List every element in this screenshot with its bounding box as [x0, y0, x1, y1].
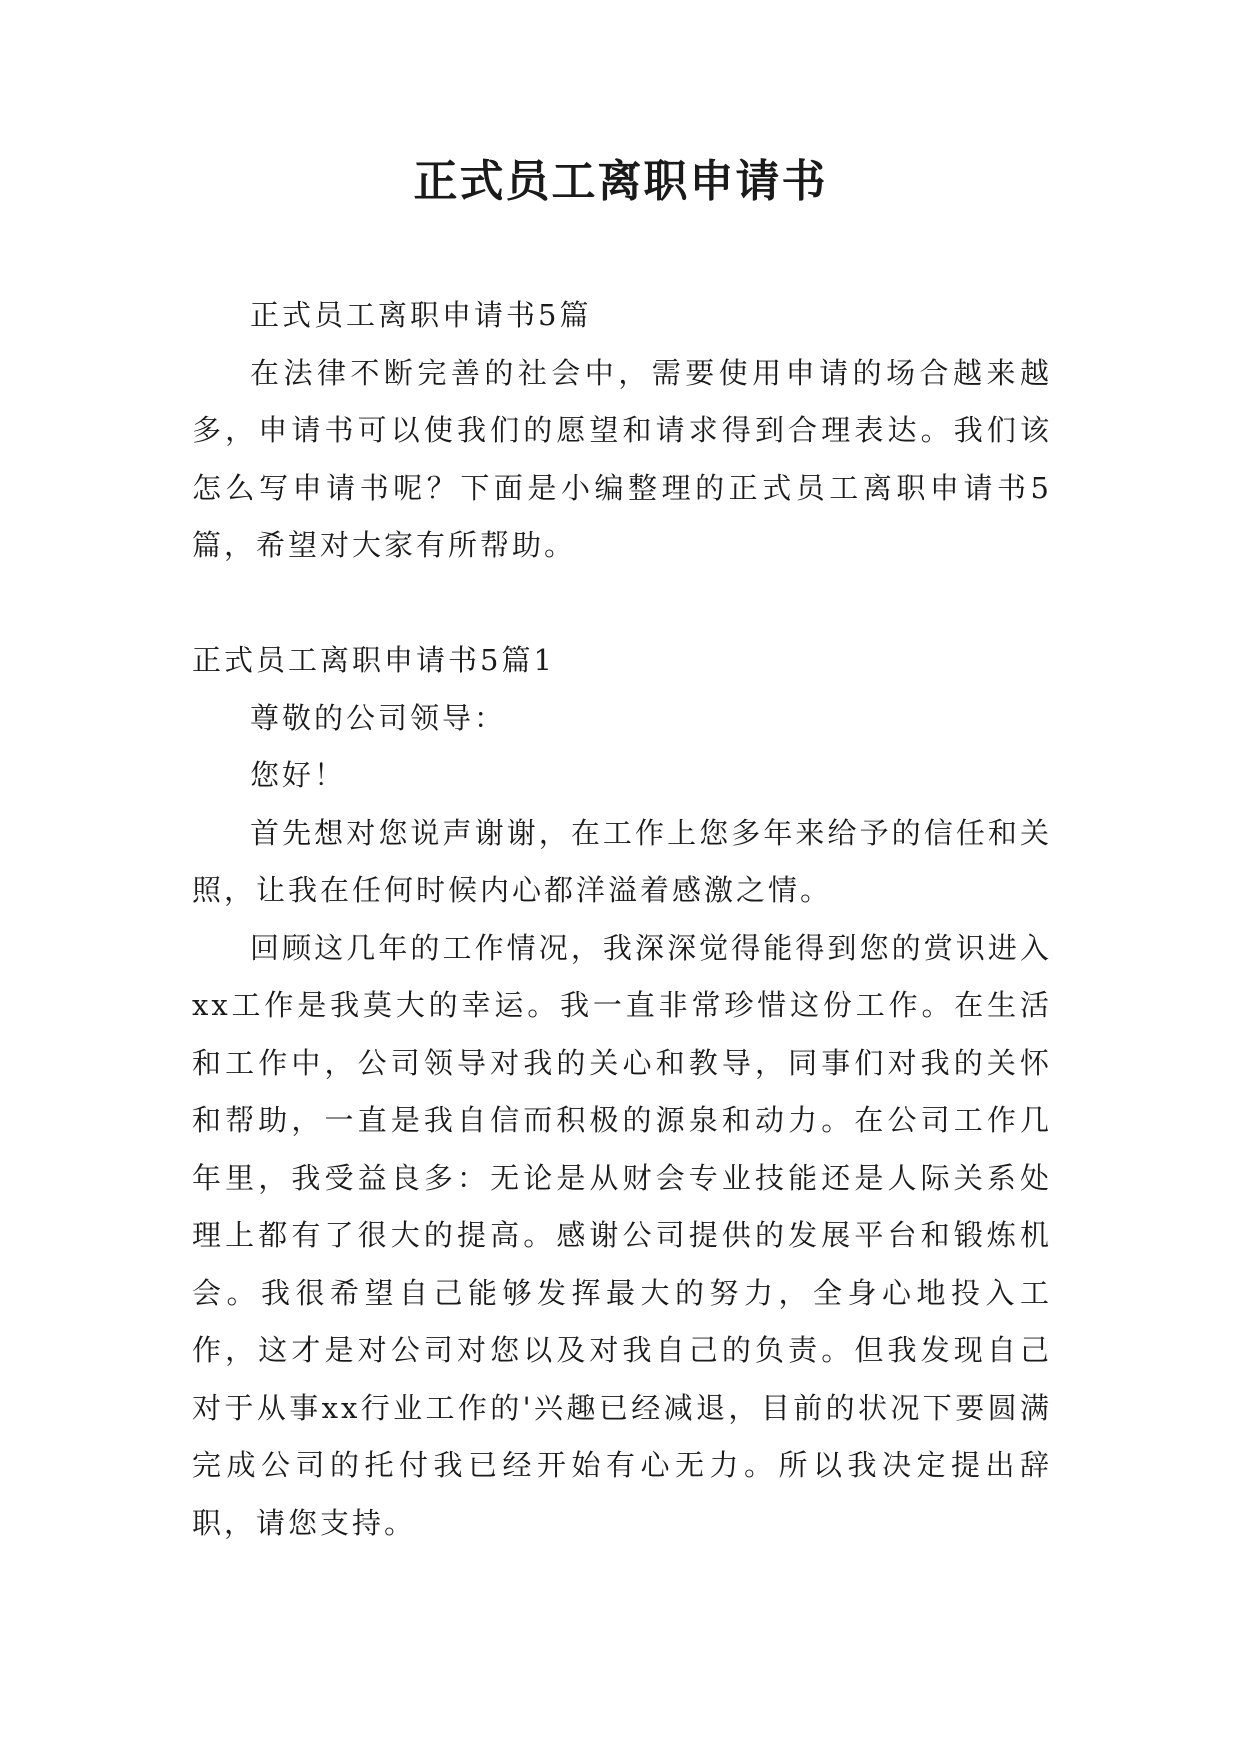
section-heading: 正式员工离职申请书5篇1	[192, 643, 555, 677]
document-body	[192, 287, 1052, 1552]
body-paragraph: 首先想对您说声谢谢，在工作上您多年来给予的信任和关照，让我在任何时候内心都洋溢着感激之情。	[192, 815, 1052, 907]
salutation: 尊敬的公司领导：	[250, 700, 507, 735]
body-paragraph: 回顾这几年的工作情况，我深深觉得能得到您的赏识进入xx工作是我莫大的幸运。我一直非常珍惜这份工作。在生活和工作中，公司领导对我的关心和教导，同事们对我的关怀和帮助，一直是我自信而积极的源泉和动力。在公司工作几年里，我受益良多：无论是从财会专业技能还是人际关系处理上都有了很大的提高。感谢公司提供的发展平台和锻炼机会。我很希望自己能够发挥最大的努力，全身心地投入工作，这才是对公司对您以及对我自己的负责。但我发现自己对于从事xx行业工作的'兴趣已经减退，目前的状况下要圆满完成公司的托付我已经开始有心无力。所以我决定提出辞职，请您支持。	[192, 930, 1052, 1540]
intro-subtitle: 正式员工离职申请书5篇	[250, 298, 592, 332]
document-title: 正式员工离职申请书	[413, 156, 828, 207]
greeting: 您好！	[250, 758, 347, 792]
intro-paragraph: 在法律不断完善的社会中，需要使用申请的场合越来越多，申请书可以使我们的愿望和请求得到合理表达。我们该怎么写申请书呢？下面是小编整理的正式员工离职申请书5篇，希望对大家有所帮助。	[192, 355, 1052, 562]
